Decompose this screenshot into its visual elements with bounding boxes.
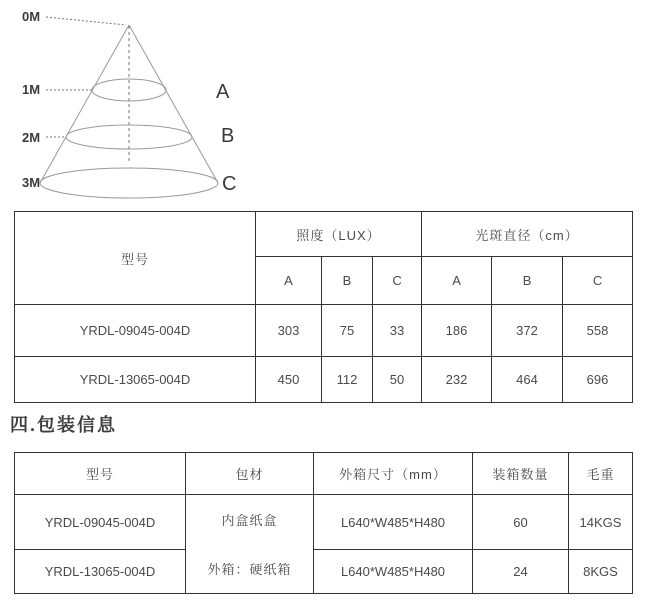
table-row xyxy=(15,212,633,257)
leader-0m-dotted-line xyxy=(46,17,126,25)
table-row xyxy=(15,453,633,495)
gross-weight: 14KGS xyxy=(569,495,633,550)
packing-header-model: 型号 xyxy=(15,453,186,495)
spot-subheader-c: C xyxy=(563,257,633,305)
distance-label-1m: 1M xyxy=(22,82,41,97)
table-row xyxy=(15,305,633,357)
table-row xyxy=(15,550,633,594)
lux-subheader-b: B xyxy=(322,257,373,305)
spot-value-c: 696 xyxy=(563,357,633,403)
model-number: YRDL-13065-004D xyxy=(15,550,186,594)
beam-ellipse-3m xyxy=(40,168,218,198)
packing-material-line-1: 内盒纸盒 xyxy=(221,513,278,529)
light-cone-diagram xyxy=(6,2,256,207)
lux-value-c: 50 xyxy=(373,357,422,403)
distance-label-2m: 2M xyxy=(22,130,41,145)
packing-material-line-2: 外箱：硬纸箱 xyxy=(207,561,292,577)
illuminance-table xyxy=(14,211,633,403)
model-number: YRDL-13065-004D xyxy=(15,357,256,403)
model-number: YRDL-09045-004D xyxy=(15,495,186,550)
lux-subheader-c: C xyxy=(373,257,422,305)
table-row xyxy=(15,357,633,403)
spot-value-b: 464 xyxy=(492,357,563,403)
cone-left-edge xyxy=(40,25,129,183)
packing-header-size: 外箱尺寸（mm） xyxy=(314,453,473,495)
cone-right-edge xyxy=(129,25,218,183)
model-number: YRDL-09045-004D xyxy=(15,305,256,357)
carton-size: L640*W485*H480 xyxy=(314,550,473,594)
lux-subheader-a: A xyxy=(256,257,322,305)
packing-header-qty: 装箱数量 xyxy=(473,453,569,495)
zone-label-b: B xyxy=(221,125,235,147)
model-column-header: 型号 xyxy=(15,212,256,305)
spot-value-c: 558 xyxy=(563,305,633,357)
spot-subheader-b: B xyxy=(492,257,563,305)
lux-group-header: 照度（LUX） xyxy=(256,212,422,257)
lux-value-a: 303 xyxy=(256,305,322,357)
gross-weight: 8KGS xyxy=(569,550,633,594)
spot-group-header: 光斑直径（cm） xyxy=(422,212,633,257)
packing-material-lines xyxy=(186,496,313,593)
carton-size: L640*W485*H480 xyxy=(314,495,473,550)
lux-value-b: 75 xyxy=(322,305,373,357)
distance-label-3m: 3M xyxy=(22,175,41,190)
carton-qty: 24 xyxy=(473,550,569,594)
distance-label-0m: 0M xyxy=(22,9,41,24)
light-cone-svg xyxy=(6,2,256,207)
zone-label-a: A xyxy=(216,81,230,103)
spot-value-a: 186 xyxy=(422,305,492,357)
zone-label-c: C xyxy=(222,173,237,195)
lux-value-b: 112 xyxy=(322,357,373,403)
lux-value-a: 450 xyxy=(256,357,322,403)
packing-table xyxy=(14,452,633,594)
packing-section-heading: 四.包装信息 xyxy=(10,415,118,435)
table-row xyxy=(15,495,633,550)
packing-header-material: 包材 xyxy=(186,453,314,495)
spot-value-b: 372 xyxy=(492,305,563,357)
packing-material-cell xyxy=(186,495,314,594)
spot-value-a: 232 xyxy=(422,357,492,403)
lux-value-c: 33 xyxy=(373,305,422,357)
carton-qty: 60 xyxy=(473,495,569,550)
packing-header-weight: 毛重 xyxy=(569,453,633,495)
spot-subheader-a: A xyxy=(422,257,492,305)
